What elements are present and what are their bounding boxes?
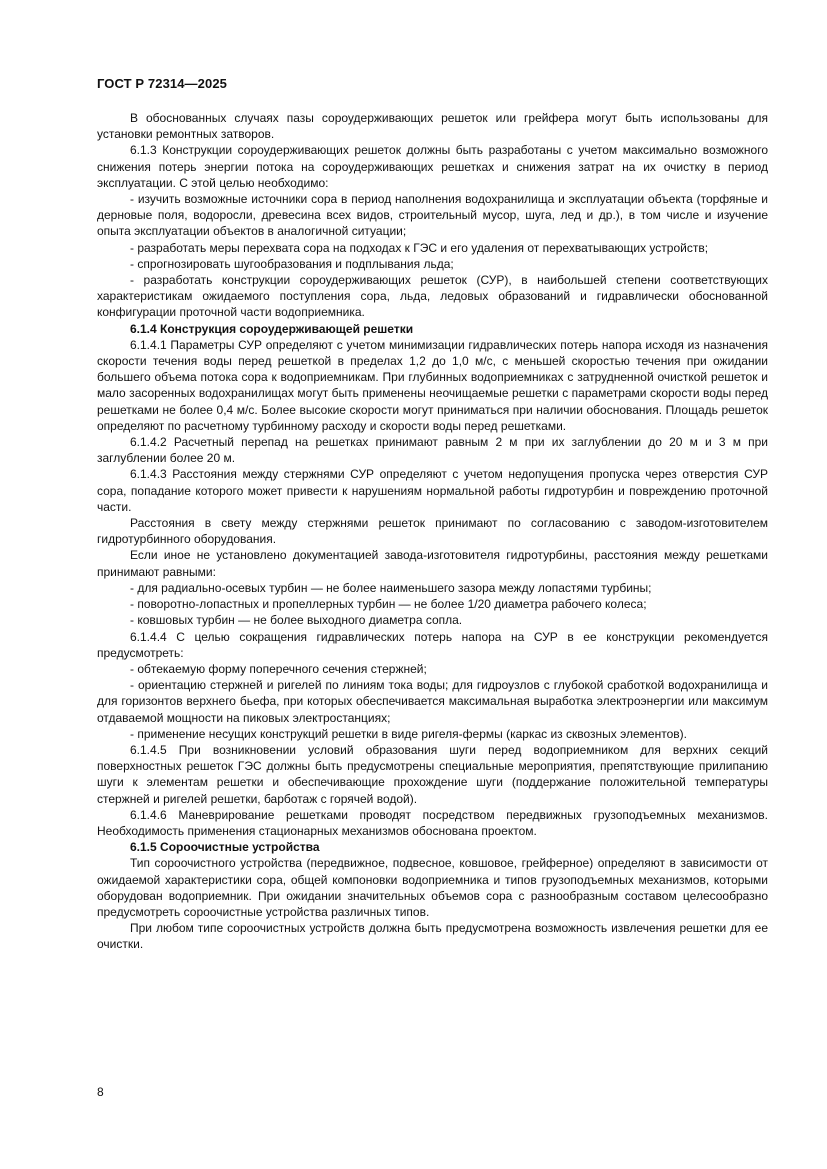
- paragraph: 6.1.3 Конструкции сороудерживающих решеток должны быть разработаны с учетом максимально возможного снижения потерь энергии потока на сороудерживающих решетках и снижения затрат на их очистку в период эксплуатации. С этой целью необходимо:: [97, 143, 768, 190]
- paragraph: - применение несущих конструкций решетки в виде ригеля-фермы (каркас из сквозных элементов).: [130, 726, 687, 741]
- section-heading: 6.1.5 Сороочистные устройства: [130, 840, 320, 855]
- paragraph: При любом типе сороочистных устройств должна быть предусмотрена возможность извлечения решетки для ее очистки.: [97, 921, 768, 952]
- paragraph: 6.1.4.6 Маневрирование решетками проводят посредством передвижных грузоподъемных механизмов. Необходимость применения стационарных механизмов обоснована проектом.: [97, 807, 768, 838]
- paragraph: 6.1.4.3 Расстояния между стержнями СУР определяют с учетом недопущения пропуска через отверстия СУР сора, попадание которого может привести к нарушениям нормальной работы гидротурбин и повреждению проточной части.: [97, 467, 768, 514]
- section-heading: 6.1.4 Конструкция сороудерживающей решетки: [130, 321, 414, 336]
- paragraph: - спрогнозировать шугообразования и подплывания льда;: [130, 256, 454, 271]
- paragraph: 6.1.4.5 При возникновении условий образования шуги перед водоприемником для верхних секций поверхностных решеток ГЭС должны быть предусмотрены специальные мероприятия, препятствующие прилипанию шуги к элементам решетки и обеспечивающие прохождение шуги (поддержание положительной температуры стержней и ригелей решетки, барботаж с горячей водой).: [97, 742, 768, 806]
- paragraph: - обтекаемую форму поперечного сечения стержней;: [130, 661, 427, 676]
- paragraph: - ориентацию стержней и ригелей по линиям тока воды; для гидроузлов с глубокой сработкой водохранилища и для горизонтов верхнего бьефа, при которых обеспечивается максимальная выработка электроэнергии или максимум отдаваемой мощности на пиковых электростанциях;: [97, 678, 768, 725]
- document-header: ГОСТ Р 72314—2025: [97, 76, 227, 91]
- document-body: [97, 110, 768, 953]
- paragraph: - для радиально-осевых турбин — не более наименьшего зазора между лопастями турбины;: [130, 580, 652, 595]
- page-number: 8: [97, 1085, 104, 1099]
- paragraph: - разработать конструкции сороудерживающих решеток (СУР), в наибольшей степени соответствующих характеристикам ожидаемого поступления сора, льда, ледовых образований и гидравлически обоснованной конфигурации проточной части водоприемника.: [97, 273, 768, 320]
- paragraph: 6.1.4.2 Расчетный перепад на решетках принимают равным 2 м при их заглублении до 20 м и 3 м при заглублении более 20 м.: [97, 435, 768, 466]
- paragraph: - поворотно-лопастных и пропеллерных турбин — не более 1/20 диаметра рабочего колеса;: [130, 597, 647, 612]
- paragraph: - ковшовых турбин — не более выходного диаметра сопла.: [130, 613, 463, 628]
- paragraph: 6.1.4.1 Параметры СУР определяют с учетом минимизации гидравлических потерь напора исходя из назначения скорости течения воды перед решеткой в пределах 1,2 до 1,0 м/с, с меньшей скоростью течения при ожидании большего объема потока сора к водоприемникам. При глубинных водоприемниках с затрудненной очисткой решеток и мало засоренных водохранилищах могут быть применены неочищаемые решетки с параметрами скорости воды перед решетками не более 0,4 м/с. Более высокие скорости могут приниматься при наличии обоснования. Площадь решеток определяют по расчетному турбинному расходу и скорости воды перед решетками.: [97, 337, 768, 433]
- paragraph: - изучить возможные источники сора в период наполнения водохранилища и эксплуатации объекта (торфяные и дерновые поля, водоросли, древесина всех видов, строительный мусор, шуга, лед и др.), в том числе и изучение опыта эксплуатации объектов в аналогичной ситуации;: [97, 192, 768, 239]
- paragraph: Тип сороочистного устройства (передвижное, подвесное, ковшовое, грейферное) определяют в зависимости от ожидаемой характеристики сора, общей компоновки водоприемника и типов грузоподъемных механизмов, которыми оборудован водоприемник. При ожидании значительных объемов сора с разнообразным составом целесообразно предусмотреть сороочистные устройства различных типов.: [97, 856, 768, 919]
- paragraph: Если иное не установлено документацией завода-изготовителя гидротурбины, расстояния между решетками принимают равными:: [97, 548, 768, 579]
- paragraph: 6.1.4.4 С целью сокращения гидравлических потерь напора на СУР в ее конструкции рекомендуется предусмотреть:: [97, 629, 768, 660]
- paragraph: В обоснованных случаях пазы сороудерживающих решеток или грейфера могут быть использованы для установки ремонтных затворов.: [97, 111, 768, 142]
- paragraph: - разработать меры перехвата сора на подходах к ГЭС и его удаления от перехватывающих устройств;: [130, 240, 709, 255]
- paragraph: Расстояния в свету между стержнями решеток принимают по согласованию с заводом-изготовителем гидротурбинного оборудования.: [97, 516, 768, 547]
